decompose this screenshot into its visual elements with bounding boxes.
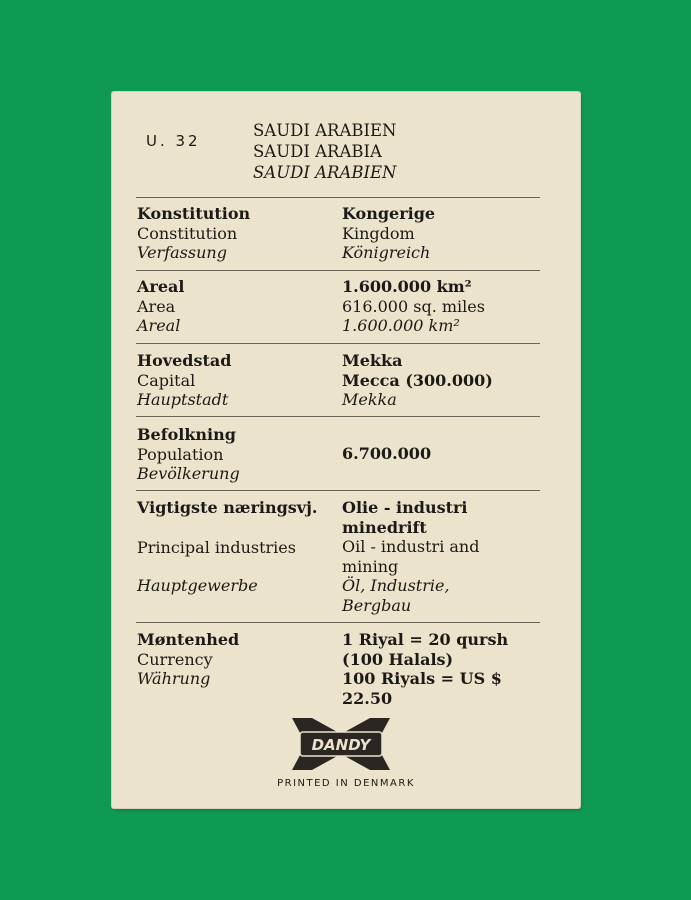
value-line-2: (100 Halals)	[342, 649, 454, 669]
value-danish: Kongerige	[342, 204, 436, 223]
label-english: Area	[137, 296, 176, 316]
value-english: Mecca (300.000)	[342, 370, 493, 390]
label-english: Capital	[137, 370, 196, 390]
label-german: Areal	[137, 316, 181, 335]
divider	[136, 197, 540, 198]
value-danish-1: Olie - industri	[342, 498, 468, 517]
value-german-2: Bergbau	[342, 595, 412, 615]
trading-card	[112, 92, 580, 808]
title-english: SAUDI ARABIA	[253, 142, 382, 161]
label-danish: Hovedstad	[137, 351, 232, 370]
value-german: Königreich	[342, 243, 431, 262]
value-danish: 1.600.000 km²	[342, 277, 472, 296]
value-english-1: Oil - industri and	[342, 537, 480, 556]
dandy-logo	[290, 716, 392, 772]
label-german: Hauptstadt	[137, 390, 229, 409]
divider	[136, 343, 540, 344]
value-population: 6.700.000	[342, 444, 432, 463]
value-german: Mekka	[342, 390, 397, 409]
card-title	[253, 120, 397, 183]
label-german: Verfassung	[137, 243, 227, 262]
label-english: Currency	[137, 649, 213, 669]
card-code: U. 32	[146, 132, 201, 150]
value-danish-2: minedrift	[342, 517, 427, 537]
value-english-2: mining	[342, 556, 399, 576]
label-danish: Areal	[137, 277, 185, 296]
divider	[136, 622, 540, 623]
logo-text: DANDY	[311, 736, 371, 754]
value-line-1: 1 Riyal = 20 qursh	[342, 630, 509, 649]
divider	[136, 416, 540, 417]
label-english: Principal industries	[137, 537, 296, 557]
value-english: Kingdom	[342, 223, 415, 243]
label-english: Constitution	[137, 223, 238, 243]
label-german: Hauptgewerbe	[137, 576, 258, 595]
value-danish: Mekka	[342, 351, 403, 370]
label-german: Währung	[137, 669, 211, 688]
divider	[136, 270, 540, 271]
value-german: 1.600.000 km²	[342, 316, 460, 335]
title-danish: SAUDI ARABIEN	[253, 121, 397, 140]
label-danish: Møntenhed	[137, 630, 240, 649]
value-german-1: Öl, Industrie,	[342, 576, 450, 595]
label-english: Population	[137, 444, 224, 464]
label-danish: Vigtigste næringsvj.	[137, 498, 318, 517]
value-line-4: 22.50	[342, 688, 393, 708]
label-danish: Konstitution	[137, 204, 251, 223]
label-danish: Befolkning	[137, 425, 236, 444]
label-german: Bevölkerung	[137, 464, 240, 483]
printed-in-footer: PRINTED IN DENMARK	[277, 778, 415, 789]
value-english: 616.000 sq. miles	[342, 296, 485, 316]
title-german: SAUDI ARABIEN	[253, 163, 397, 182]
divider	[136, 490, 540, 491]
value-line-3: 100 Riyals = US $	[342, 669, 502, 688]
